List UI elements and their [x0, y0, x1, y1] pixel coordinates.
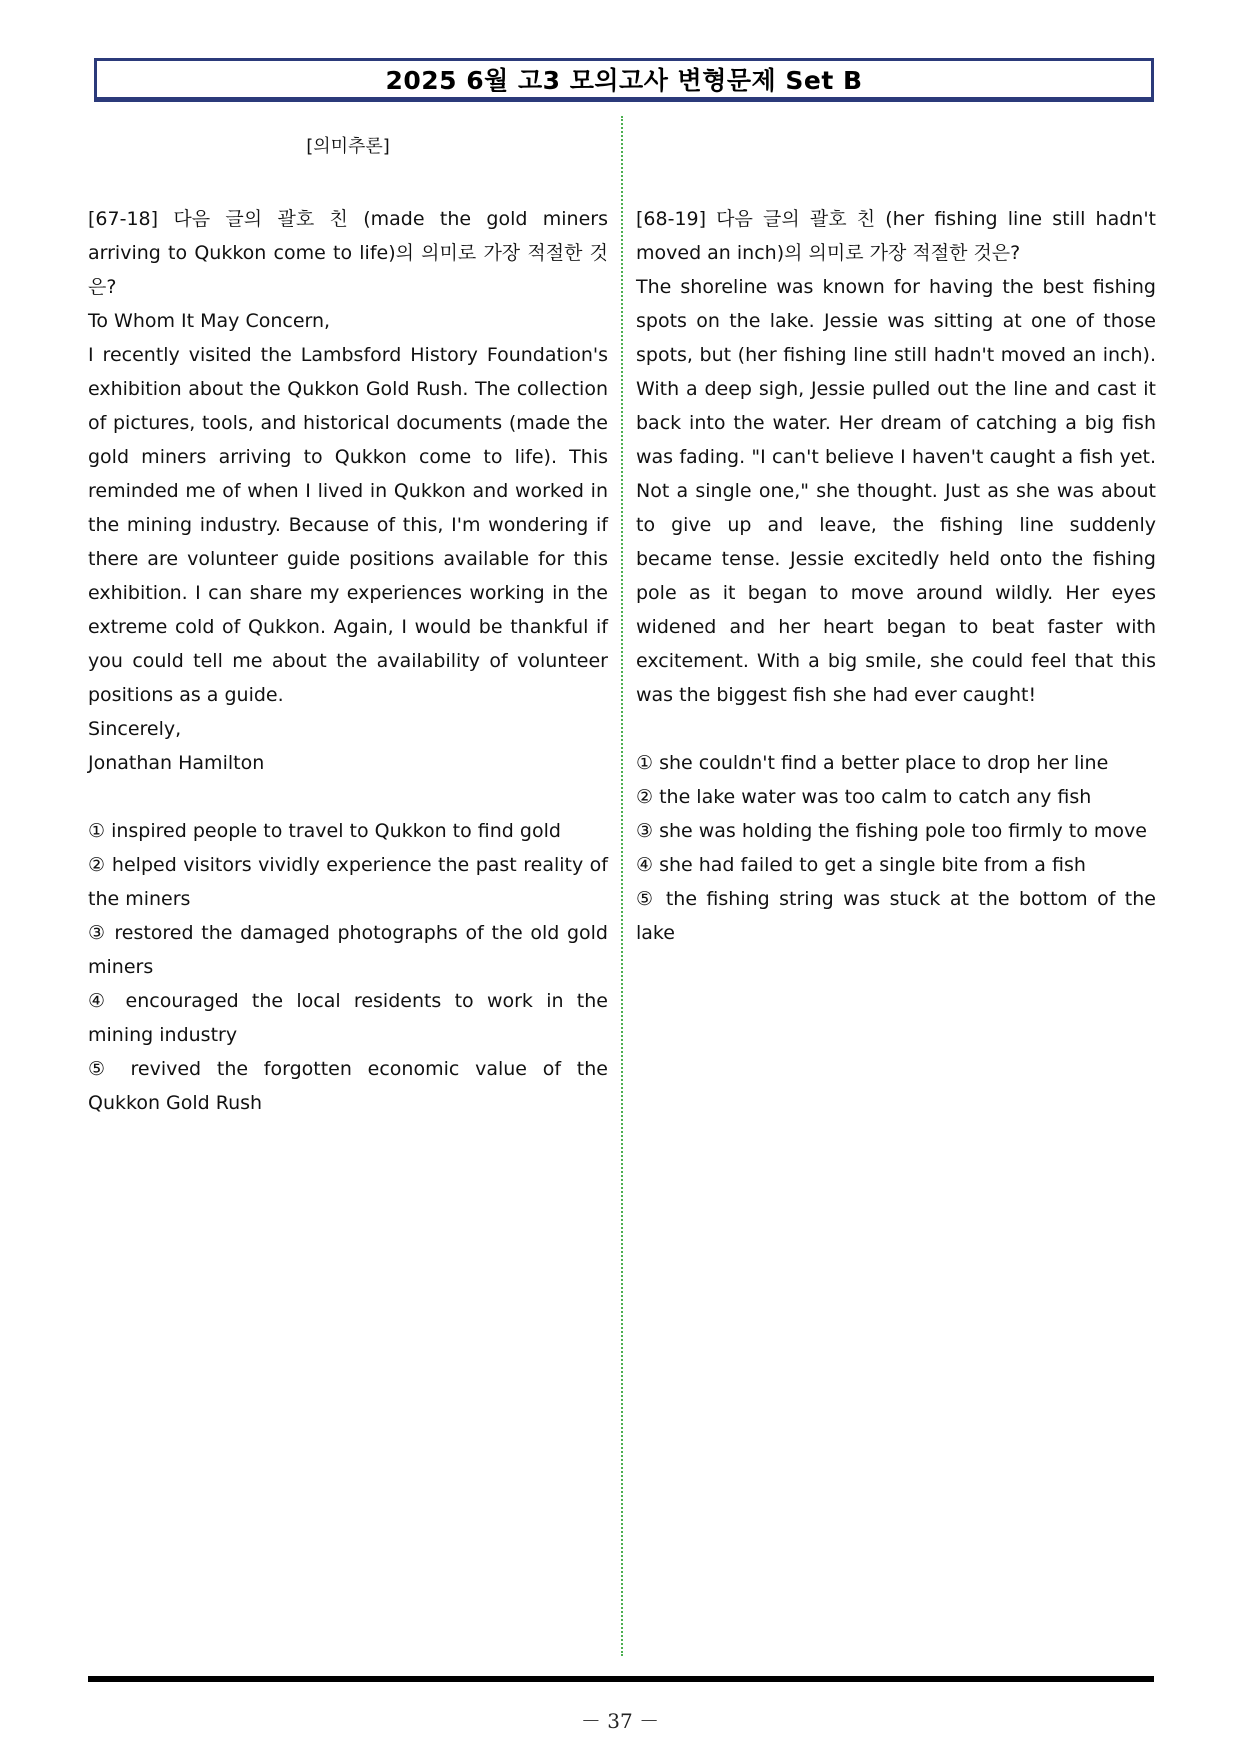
page-title: 2025 6월 고3 모의고사 변형문제 Set B: [385, 66, 863, 95]
answer-option: ② helped visitors vividly experience the past reality of the miners: [88, 854, 608, 910]
passage-body: The shoreline was known for having the best fishing spots on the lake. Jessie was sitting at one of those spots, but (her fishing line still hadn't moved an inch). With a deep sigh, Jessie pulled out the line and cast it back into the water. Her dream of catching a big fish was fading. "I can't believe I haven't caught a fish yet. Not a single one," she thought. Just as she was about to give up and leave, the fishing line suddenly became tense. Jessie excitedly held onto the fishing pole as it began to move around wildly. Her eyes widened and her heart began to beat faster with excitement. With a big smile, she could feel that this was the biggest fish she had ever caught!: [636, 276, 1156, 706]
header-box: [94, 58, 1154, 102]
answer-option: ① inspired people to travel to Qukkon to find gold: [88, 820, 561, 842]
column-divider: [621, 116, 623, 1656]
letter-signature: Jonathan Hamilton: [88, 752, 265, 774]
answer-option: ③ restored the damaged photographs of the old gold miners: [88, 922, 608, 978]
answer-option: ④ encouraged the local residents to work in the mining industry: [88, 990, 608, 1046]
answer-option: ② the lake water was too calm to catch any fish: [636, 786, 1092, 808]
letter-salutation: To Whom It May Concern,: [88, 310, 331, 332]
question-prompt: [68-19] 다음 글의 괄호 친 (her fishing line still hadn't moved an inch)의 의미로 가장 적절한 것은?: [636, 208, 1156, 264]
answer-option: ⑤ the fishing string was stuck at the bottom of the lake: [636, 888, 1156, 944]
answer-option: ③ she was holding the fishing pole too firmly to move: [636, 820, 1147, 842]
answer-option: ④ she had failed to get a single bite from a fish: [636, 854, 1086, 876]
section-tag: [의미추론]: [306, 136, 390, 157]
passage-body: I recently visited the Lambsford History Foundation's exhibition about the Qukkon Gold Rush. The collection of pictures, tools, and historical documents (made the gold miners arriving to Qukkon come to life). This reminded me of when I lived in Qukkon and worked in the mining industry. Because of this, I'm wondering if there are volunteer guide positions available for this exhibition. I can share my experiences working in the extreme cold of Qukkon. Again, I would be thankful if you could tell me about the availability of volunteer positions as a guide.: [88, 344, 608, 706]
page-number: － 37 －: [580, 1709, 660, 1733]
answer-option: ⑤ revived the forgotten economic value of the Qukkon Gold Rush: [88, 1058, 608, 1114]
letter-closing: Sincerely,: [88, 718, 182, 740]
right-column: [636, 130, 1156, 950]
left-column: [88, 130, 608, 1120]
answer-option: ① she couldn't find a better place to drop her line: [636, 752, 1109, 774]
question-prompt: [67-18] 다음 글의 괄호 친 (made the gold miners arriving to Qukkon come to life)의 의미로 가장 적절한 것은?: [88, 208, 608, 298]
footer-rule: [88, 1676, 1154, 1682]
